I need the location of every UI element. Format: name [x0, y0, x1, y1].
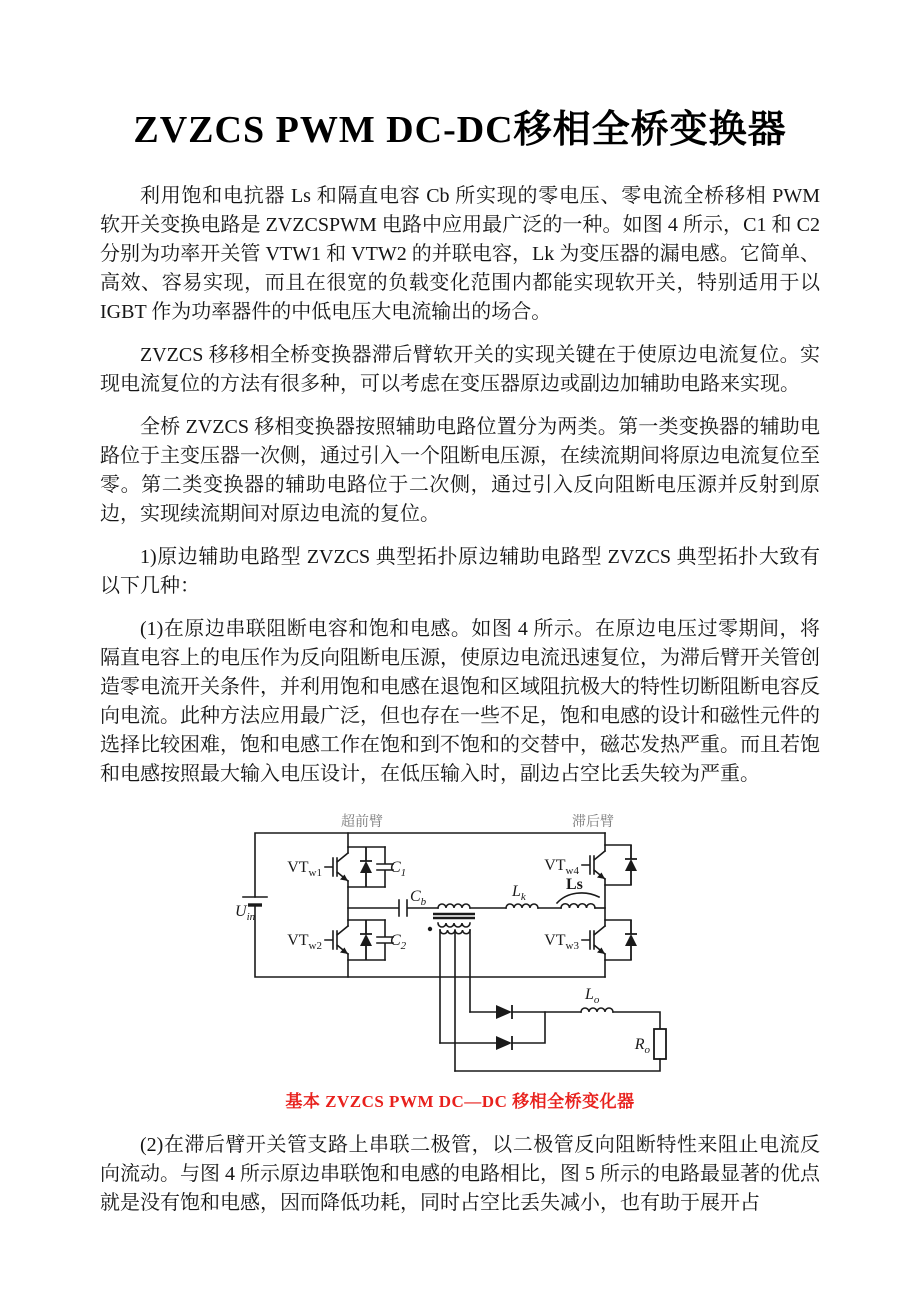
lk-label: $L_k$ [511, 883, 526, 903]
vt-w3-label: $VT_{w3}$ [543, 932, 579, 952]
paragraph: (1)在原边串联阻断电容和饱和电感。如图 4 所示。在原边电压过零期间，将隔直电容上的电压作为反向阻断电压源，使原边电流迅速复位，为滞后臂开关管创造零电流开关条件，并利用饱和电感在退饱和区域阻抗极大的特性切断阻断电容反向电流。此种方法应用最广泛，但也存在一些不足，饱和电感的设计和磁性元件的选择比较困难，饱和电感工作在饱和到不饱和的交替中，磁芯发热严重。而且若饱和电感按照最大输入电压设计，在低压输入时，副边占空比丢失较为严重。 [100, 618, 820, 785]
leakage-inductor-lk [470, 883, 561, 908]
c2-label: $C_2$ [389, 932, 406, 952]
paragraph: 利用饱和电抗器 Ls 和隔直电容 Cb 所实现的零电压、零电流全桥移相 PWM 软开关变换电路是 ZVZCSPWM 电路中应用最广泛的一种。如图 4 所示，C1 和 C2 分别为功率开关管 VTW1 和 VTW2 的并联电容，Lk 为变压器的漏电感。它简单、高效、容易实现，而且在很宽的负载变化范围内都能实现软开关，特别适用于以 IGBT 作为功率器件的中低电压大电流输出的场合。 [100, 185, 820, 323]
secondary-winding [438, 923, 470, 927]
switch-vt-w3 [544, 920, 637, 960]
load-resistor-ro [654, 1029, 666, 1059]
output-inductor-lo [581, 1008, 613, 1012]
circuit-figure [100, 813, 820, 1113]
cb-label: $C_b$ [409, 888, 426, 908]
rectifier-diode-2 [496, 1036, 512, 1050]
leading-leg-label: 超前臂 [340, 815, 383, 830]
switch-vt-w4 [544, 845, 637, 885]
lagging-leg-label: 滞后臂 [571, 815, 614, 830]
transformer-core [433, 914, 475, 918]
vt-w4-label: $VT_{w4}$ [543, 857, 579, 877]
paragraph: 1)原边辅助电路型 ZVZCS 典型拓扑原边辅助电路型 ZVZCS 典型拓扑大致有以下几种： [100, 546, 820, 597]
document-title: ZVZCS PWM DC-DC移相全桥变换器 [133, 109, 787, 151]
secondary-leads [440, 930, 470, 1071]
input-source [235, 897, 267, 923]
primary-winding [438, 904, 470, 908]
vt-w2-label: $VT_{w2}$ [286, 932, 322, 952]
c1-label: $C_1$ [389, 859, 406, 879]
saturable-inductor-ls [557, 876, 605, 908]
vt-w1-label: $VT_{w1}$ [286, 859, 322, 879]
paragraph: ZVZCS 移移相全桥变换器滞后臂软开关的实现关键在于使原边电流复位。实现电流复位的方法有很多种，可以考虑在变压器原边或副边加辅助电路来实现。 [100, 344, 820, 395]
figure-caption: 基本 ZVZCS PWM DC—DC 移相全桥变化器 [285, 1092, 635, 1111]
switch-vt-w2 [287, 920, 406, 960]
switch-vt-w1 [287, 847, 406, 887]
document-body-top [100, 182, 820, 789]
blocking-capacitor-cb [348, 888, 438, 916]
secondary-circuit [440, 930, 666, 1071]
circuit-diagram [233, 813, 688, 1083]
rectifier-diode-1 [496, 1005, 512, 1019]
paragraph: 全桥 ZVZCS 移相变换器按照辅助电路位置分为两类。第一类变换器的辅助电路位于主变压器一次侧，通过引入一个阻断电压源，在续流期间将原边电流复位至零。第二类变换器的辅助电路位于二次侧，通过引入反向阻断电压源并反射到原边，实现续流期间对原边电流的复位。 [100, 416, 820, 525]
lo-label: $L_o$ [584, 986, 599, 1006]
polarity-dot [427, 927, 431, 931]
ro-label: $R_o$ [634, 1036, 650, 1056]
paragraph: (2)在滞后臂开关管支路上串联二极管，以二极管反向阻断特性来阻止电流反向流动。与图 4 所示原边串联饱和电感的电路相比，图 5 所示的电路最显著的优点就是没有饱和电感，因而降低功耗，同时占空比丢失减小，也有助于展开占 [100, 1134, 820, 1214]
saturation-mark [557, 893, 599, 903]
u-in-label: $U_{in}$ [234, 903, 255, 923]
document-body-bottom [100, 1131, 820, 1218]
ls-label: Ls [565, 876, 583, 893]
